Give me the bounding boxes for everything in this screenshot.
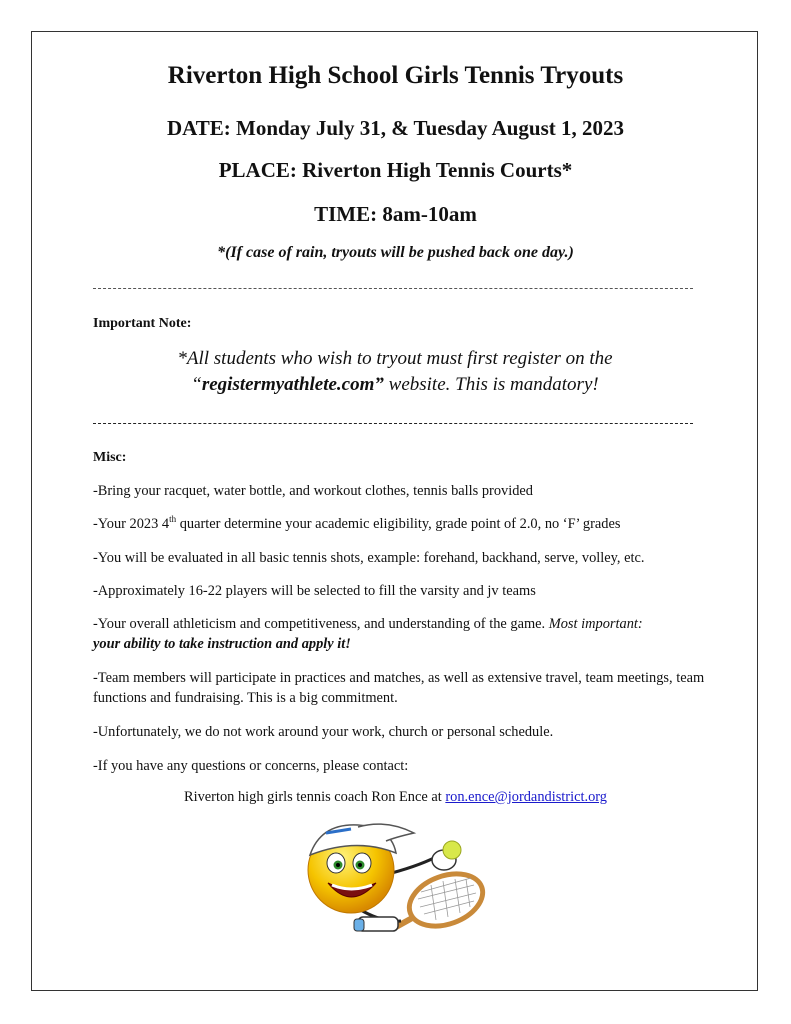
misc-item-selection: -Approximately 16-22 players will be selected to fill the varsity and jv teams bbox=[93, 583, 536, 599]
most-important-text: your ability to take instruction and apply it! bbox=[93, 636, 351, 652]
registration-notice bbox=[95, 346, 695, 398]
coach-contact bbox=[0, 789, 791, 806]
misc-item-equipment: -Bring your racquet, water bottle, and workout clothes, tennis balls provided bbox=[93, 483, 534, 499]
misc-label: Misc: bbox=[93, 450, 127, 465]
racket-icon bbox=[396, 864, 490, 935]
tryout-place: PLACE: Riverton High Tennis Courts* bbox=[218, 158, 573, 182]
eligibility-text-start: -Your 2023 4 bbox=[93, 516, 170, 532]
most-important-label: Most important: bbox=[548, 616, 643, 632]
registration-line-2: website. This is mandatory! bbox=[383, 374, 599, 395]
tennis-ball-icon bbox=[443, 841, 461, 859]
misc-item-commitment: -Team members will participate in practices and matches, as well as extensive travel, team meetings, team functions and fundraising. This is a big commitment. bbox=[93, 670, 705, 706]
coach-email-link[interactable]: ron.ence@jordandistrict.org bbox=[445, 789, 608, 805]
misc-item-questions: -If you have any questions or concerns, please contact: bbox=[93, 758, 409, 774]
divider-bottom bbox=[93, 423, 693, 424]
misc-item-eligibility bbox=[93, 514, 713, 534]
misc-item-athleticism bbox=[93, 614, 713, 654]
page-title: Riverton High School Girls Tennis Tryouts bbox=[167, 62, 624, 89]
rain-note: *(If case of rain, tryouts will be pushed back one day.) bbox=[217, 244, 574, 261]
eligibility-superscript: th bbox=[169, 514, 177, 525]
important-note-label: Important Note: bbox=[93, 316, 192, 331]
quote-open: “ bbox=[191, 374, 202, 395]
tennis-smiley-mascot-icon bbox=[296, 815, 496, 940]
divider-top bbox=[93, 288, 693, 289]
misc-item-evaluation: -You will be evaluated in all basic tennis shots, example: forehand, backhand, serve, volley, etc. bbox=[93, 550, 645, 566]
eligibility-text-end: quarter determine your academic eligibility, grade point of 2.0, no ‘F’ grades bbox=[176, 516, 621, 532]
coach-contact-text: Riverton high girls tennis coach Ron Ence at bbox=[183, 789, 446, 805]
misc-item-schedule: -Unfortunately, we do not work around your work, church or personal schedule. bbox=[93, 724, 554, 740]
registration-line-1: *All students who wish to tryout must first register on the bbox=[177, 348, 613, 369]
registration-site: registermyathlete.com” bbox=[201, 374, 384, 395]
tryout-date: DATE: Monday July 31, & Tuesday August 1, 2023 bbox=[166, 116, 625, 140]
tryout-time: TIME: 8am-10am bbox=[314, 202, 477, 226]
athleticism-text: -Your overall athleticism and competitiveness, and understanding of the game. bbox=[93, 616, 549, 632]
